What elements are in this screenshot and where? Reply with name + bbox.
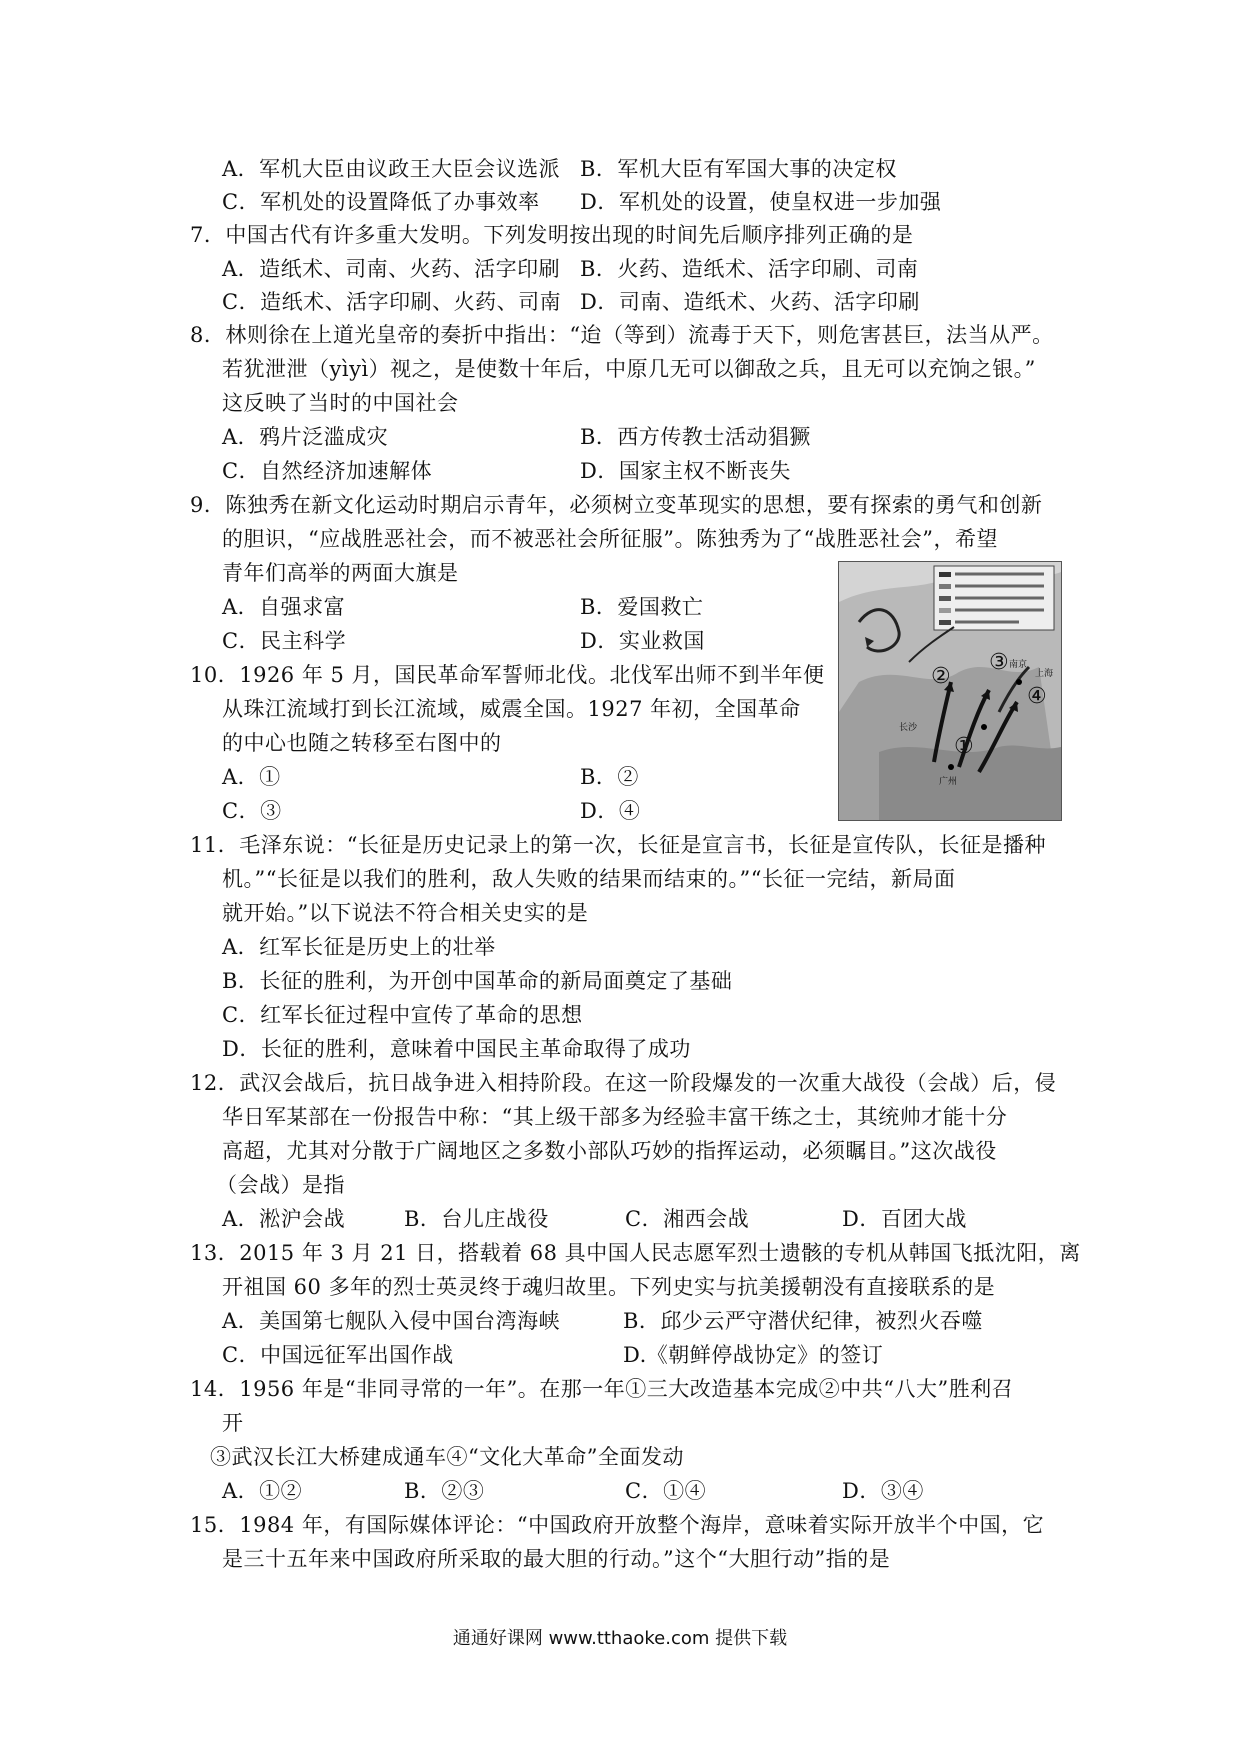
q7-option-d: D．司南、造纸术、火药、活字印刷 <box>580 290 920 314</box>
q12-stem-line1: 12．武汉会战后，抗日战争进入相持阶段。在这一阶段爆发的一次重大战役（会战）后，侵 <box>190 1071 1057 1095</box>
q9-stem-line1: 9．陈独秀在新文化运动时期启示青年，必须树立变革现实的思想，要有探索的勇气和创新 <box>190 493 1043 517</box>
q8-option-c: C．自然经济加速解体 <box>222 459 433 483</box>
q9-option-a: A．自强求富 <box>222 595 346 619</box>
q12-stem-line2: 华日军某部在一份报告中称：“其上级干部多为经验丰富干练之士，其统帅才能十分 <box>222 1105 1008 1129</box>
q14-option-d: D．③④ <box>842 1479 924 1503</box>
q13-option-c: C．中国远征军出国作战 <box>222 1343 454 1367</box>
q8-stem-line2: 若犹泄泄（yìyì）视之，是使数十年后，中原几无可以御敌之兵，且无可以充饷之银。” <box>222 357 1036 381</box>
q11-stem-line1: 11．毛泽东说：“长征是历史记录上的第一次，长征是宣言书，长征是宣传队，长征是播种 <box>190 833 1046 857</box>
q9-option-c: C．民主科学 <box>222 629 347 653</box>
q8-stem-line3: 这反映了当时的中国社会 <box>222 391 459 415</box>
q10-option-c: C．③ <box>222 799 282 823</box>
q15-stem-line2: 是三十五年来中国政府所采取的最大胆的行动。”这个“大胆行动”指的是 <box>222 1547 891 1571</box>
q10-stem-line2: 从珠江流域打到长江流域，威震全国。1927 年初，全国革命 <box>222 697 801 721</box>
map-mark-4: ④ <box>1027 684 1047 709</box>
q11-option-a: A．红军长征是历史上的壮举 <box>222 935 496 959</box>
q14-stem-line1: 14．1956 年是“非同寻常的一年”。在那一年①三大改造基本完成②中共“八大”胜利召 <box>190 1377 1014 1401</box>
q7-option-a: A．造纸术、司南、火药、活字印刷 <box>222 257 561 281</box>
map-mark-3: ③ <box>989 650 1009 675</box>
q6-option-c: C．军机处的设置降低了办事效率 <box>222 190 540 214</box>
q14-option-a: A．①② <box>222 1479 303 1503</box>
map-city-label: 长沙 <box>899 723 918 733</box>
q9-stem-line2: 的胆识，“应战胜恶社会，而不被恶社会所征服”。陈独秀为了“战胜恶社会”，希望 <box>222 527 998 551</box>
q9-stem-line3: 青年们高举的两面大旗是 <box>222 561 459 585</box>
q12-stem-line4: （会战）是指 <box>216 1173 345 1197</box>
q13-stem-line2: 开祖国 60 多年的烈士英灵终于魂归故里。下列史实与抗美援朝没有直接联系的是 <box>222 1275 996 1299</box>
map-city-label: 上海 <box>1035 669 1054 679</box>
q12-option-b: B．台儿庄战役 <box>404 1207 549 1231</box>
q11-stem-line3: 就开始。”以下说法不符合相关史实的是 <box>222 901 589 925</box>
q11-option-b: B．长征的胜利，为开创中国革命的新局面奠定了基础 <box>222 969 733 993</box>
q9-option-b: B．爱国救亡 <box>580 595 704 619</box>
q10-stem-line3: 的中心也随之转移至右图中的 <box>222 731 502 755</box>
q7-option-c: C．造纸术、活字印刷、火药、司南 <box>222 290 562 314</box>
q6-option-d: D．军机处的设置，使皇权进一步加强 <box>580 190 942 214</box>
q10-option-b: B．② <box>580 765 639 789</box>
q10-stem-line1: 10．1926 年 5 月，国民革命军誓师北伐。北伐军出师不到半年便 <box>190 663 825 687</box>
q15-stem-line1: 15．1984 年，有国际媒体评论：“中国政府开放整个海岸，意味着实际开放半个中国，它 <box>190 1513 1045 1537</box>
q14-stem-line2: 开 <box>222 1411 244 1435</box>
q13-option-d: D.《朝鲜停战协定》的签订 <box>623 1343 884 1367</box>
q13-option-b: B．邱少云严守潜伏纪律，被烈火吞噬 <box>623 1309 983 1333</box>
q12-stem-line3: 高超，尤其对分散于广阔地区之多数小部队巧妙的指挥运动，必须瞩目。”这次战役 <box>222 1139 997 1163</box>
map-city-label: 广州 <box>939 777 958 787</box>
q6-option-a: A．军机大臣由议政王大臣会议选派 <box>222 157 561 181</box>
page-footer: 通通好课网 www.tthaoke.com 提供下载 <box>452 1628 788 1649</box>
q8-option-b: B．西方传教士活动猖獗 <box>580 425 811 449</box>
q11-option-c: C．红军长征过程中宣传了革命的思想 <box>222 1003 583 1027</box>
q7-option-b: B．火药、造纸术、活字印刷、司南 <box>580 257 919 281</box>
q6-option-b: B．军机大臣有军国大事的决定权 <box>580 157 897 181</box>
q12-option-c: C．湘西会战 <box>625 1207 750 1231</box>
q14-option-c: C．①④ <box>625 1479 707 1503</box>
northern-expedition-map <box>838 561 1062 821</box>
map-mark-2: ② <box>931 664 951 689</box>
map-city-label: 南京 <box>1009 660 1028 670</box>
map-mark-1: ① <box>954 734 974 759</box>
q8-option-a: A．鸦片泛滥成灾 <box>222 425 389 449</box>
q11-stem-line2: 机。”“长征是以我们的胜利，敌人失败的结果而结束的。”“长征一完结，新局面 <box>222 867 956 891</box>
q10-option-a: A．① <box>222 765 281 789</box>
q12-option-d: D．百团大战 <box>842 1207 967 1231</box>
q10-option-d: D．④ <box>580 799 641 823</box>
q13-option-a: A．美国第七舰队入侵中国台湾海峡 <box>222 1309 561 1333</box>
q8-stem-line1: 8．林则徐在上道光皇帝的奏折中指出：“迨（等到）流毒于天下，则危害甚巨，法当从严。 <box>190 323 1054 347</box>
q8-option-d: D．国家主权不断丧失 <box>580 459 791 483</box>
q7-stem: 7．中国古代有许多重大发明。下列发明按出现的时间先后顺序排列正确的是 <box>190 223 914 247</box>
q14-option-b: B．②③ <box>404 1479 485 1503</box>
q14-stem-line3: ③武汉长江大桥建成通车④“文化大革命”全面发动 <box>210 1445 684 1469</box>
q12-option-a: A．淞沪会战 <box>222 1207 346 1231</box>
q9-option-d: D．实业救国 <box>580 629 705 653</box>
q11-option-d: D．长征的胜利，意味着中国民主革命取得了成功 <box>222 1037 691 1061</box>
q13-stem-line1: 13．2015 年 3 月 21 日，搭载着 68 具中国人民志愿军烈士遗骸的专机从韩国飞抵沈阳，离 <box>190 1241 1081 1265</box>
